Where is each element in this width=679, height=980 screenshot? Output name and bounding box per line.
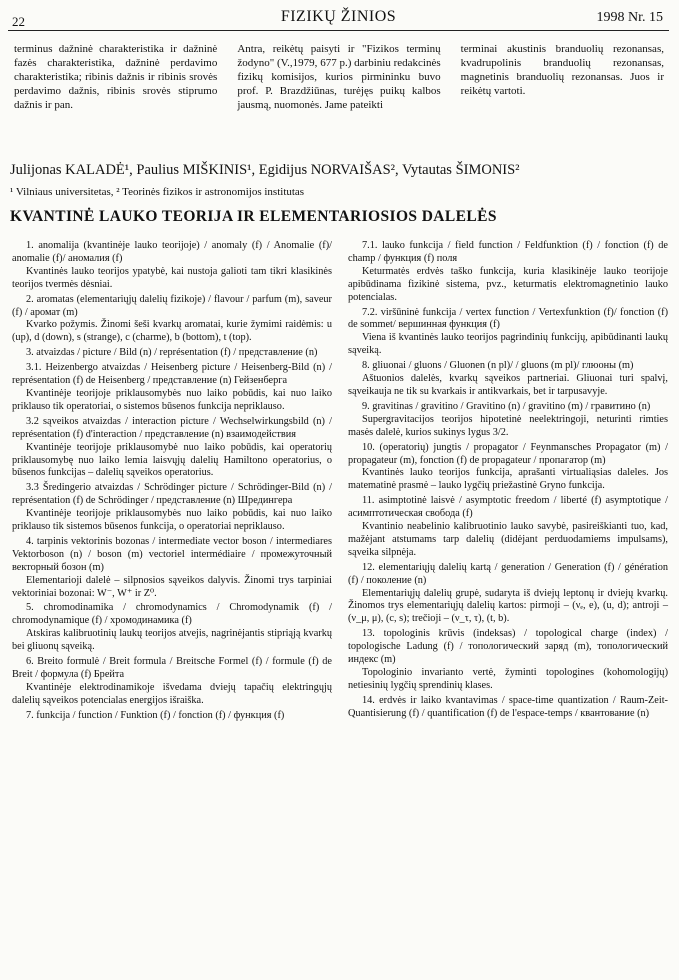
entry-definition: Keturmatės erdvės taško funkcija, kuria klasikinėje lauko teorijoje apibūdinama fizikinė sistema, pvz., keturmatis elektromagnetinio lauko potencialas. — [348, 265, 668, 303]
entry-term-line: 7.2. viršūninė funkcija / vertex function / Vertexfunktion (f)/ fonction (f) de sommet/ вершинная функция (f) — [348, 306, 668, 331]
entry-term-line: 11. asimptotinė laisvė / asymptotic freedom / liberté (f) asymptotique / асимптотическая свобода (f) — [348, 495, 668, 520]
glossary-entry — [12, 536, 332, 601]
entry-term-line: 10. (operatorių) jungtis / propagator / Feynmansches Propagator (m) / propagateur (m), fonction (f) de propagateur / пропагатор (m) — [348, 441, 668, 466]
entry-definition: Kvantinėje teorijoje priklausomybės nuo laiko pobūdis, kai nuo laiko priklauso tik operatoriai, o sistemos būsenos funkcija nepriklauso. — [12, 387, 332, 412]
glossary-entry — [348, 401, 668, 440]
entry-definition: Kvarko požymis. Žinomi šeši kvarkų aromatai, kurie žymimi raidėmis: u (up), d (down), s (strange), c (charme), b (bottom), t (top). — [12, 319, 332, 344]
entry-definition: Kvantinėje teorijoje priklausomybės nuo laiko pobūdis, kai nuo laiko priklauso tik sistemos būsenos funkcija, o operatoriai nepriklauso. — [12, 508, 332, 533]
entry-term-line: 9. gravitinas / gravitino / Gravitino (n) / gravitino (m) / гравитино (n) — [362, 400, 651, 412]
glossary-body — [12, 240, 668, 976]
previous-article-end — [14, 42, 664, 154]
entry-term-line: 2. aromatas (elementariųjų dalelių fizikoje) / flavour / parfum (m), saveur (f) / аромат (m) — [12, 293, 332, 318]
entry-definition: Kvantinėje teorijoje priklausomybė nuo laiko pobūdis, kai operatorių priklausomybę nuo laiko lemia laisvųjų dalelių Hamiltono operatorius, o būsenos funkcijas – dalelių sąveikos operatorius. — [12, 441, 332, 479]
glossary-entry — [348, 360, 668, 399]
entry-term-line: 3.2 sąveikos atvaizdas / interaction picture / Wechselwirkungsbild (n) / représentation (f) d'interaction / представление (n) взаимодействия — [12, 415, 332, 440]
entry-definition: Atskiras kalibruotinių laukų teorijos atvejis, nagrinėjantis stipriąją kvarkų bei gliuonų sąveiką. — [12, 628, 332, 653]
entry-term-line: 13. topologinis krūvis (indeksas) / topological charge (index) / topologische Ladung (f) / топологический заряд (m), топологический индекс (m) — [348, 628, 668, 666]
entry-definition: Elementarioji dalelė – silpnosios sąveikos dalyvis. Žinomi trys tarpiniai vektoriniai bozonai: W⁻, W⁺ ir Z⁰. — [12, 574, 332, 599]
glossary-entry — [348, 495, 668, 560]
glossary-entry — [348, 240, 668, 305]
entry-term-line: 7. funkcija / function / Funktion (f) / fonction (f) / функция (f) — [26, 709, 285, 721]
glossary-entry — [12, 347, 332, 360]
entry-definition: Elementariųjų dalelių grupė, sudaryta iš dviejų leptonų ir dviejų kvarkų. Žinomos trys elementariųjų dalelių kartos: pirmoji – (νₑ, e), (u, d); antroji – (ν_μ, μ), (c, s); trečioji – (ν_τ, τ), (t, b). — [348, 587, 668, 625]
glossary-column-right — [348, 240, 668, 976]
top-column-3: terminai akustinis branduolių rezonansas, kvadrupolinis branduolių rezonansas, magnetinis branduolių rezonansas. Juos ir reikėtų vartoti. — [460, 43, 664, 97]
glossary-entry — [12, 602, 332, 654]
entry-definition: Supergravitacijos teorijos hipotetinė neelektringoji, neturinti rimties masės dalelė, kurios sukinys lygus 3/2. — [348, 413, 668, 438]
entry-definition: Kvantinio neabelinio kalibruotinio lauko savybė, pasireiškianti tuo, kad, mažėjant atstumams tarp dalelių (didėjant perduodamiems impulsams), sąveika silpnėja. — [348, 521, 668, 558]
entry-definition: Aštuonios dalelės, kvarkų sąveikos partneriai. Gliuonai turi spalvį, sąveikauja ne tik su kvarkais ir antikvarkais, bet ir tarpusavyje. — [348, 373, 668, 397]
page-number: 22 — [12, 14, 25, 29]
glossary-entry — [12, 710, 332, 723]
glossary-entry — [348, 695, 668, 721]
issue-number: 1998 Nr. 15 — [596, 10, 663, 25]
entry-term-line: 5. chromodinamika / chromodynamics / Chromodynamik (f) / chromodynamique (f) / хромодинамика (f) — [12, 602, 332, 627]
entry-definition: Kvantinės lauko teorijos ypatybė, kai nustoja galioti tam tikri klasikinės teorijos tvermės dėsniai. — [12, 265, 332, 290]
glossary-column-left — [12, 240, 332, 976]
entry-definition: Topologinio invarianto vertė, žyminti topologines (kohomologijų) netiesinių lygčių sprendinių klases. — [348, 667, 668, 691]
entry-definition: Viena iš kvantinės lauko teorijos pagrindinių funkcijų, apibūdinanti laukų sąveiką. — [348, 332, 668, 357]
glossary-entry — [348, 442, 668, 494]
top-column-1: terminus dažninė charakteristika ir dažninė fazės charakteristika, dažninė perdavimo charakteristika; ribinis dažnis ir ribinis srovės perdavimo dažnis, ribinis srovės stiprumo dažnis ir pan. — [14, 43, 218, 111]
glossary-entry — [348, 628, 668, 693]
affiliations: ¹ Vilniaus universitetas, ² Teorinės fizikos ir astronomijos institutas — [10, 186, 305, 198]
article-title: KVANTINĖ LAUKO TEORIJA IR ELEMENTARIOSIOS DALELĖS — [10, 208, 497, 225]
entry-term-line: 1. anomalija (kvantinėje lauko teorijoje) / anomaly (f) / Anomalie (f)/ anomalie (f)/ аномалия (f) — [12, 240, 332, 264]
glossary-entry — [348, 307, 668, 359]
glossary-entry — [12, 294, 332, 346]
entry-definition: Kvantinės lauko teorijos funkcija, aprašanti virtualiąsias daleles. Jos matematinė prasmė – lauko lygčių priežastinė Gryno funkcija. — [348, 467, 668, 492]
glossary-entry — [12, 362, 332, 414]
entry-term-line: 14. erdvės ir laiko kvantavimas / space-time quantization / Raum-Zeit-Quantisierung (f) / quantification (f) de l'espace-temps / квантование (n) — [348, 694, 668, 719]
entry-term-line: 7.1. lauko funkcija / field function / Feldfunktion (f) / fonction (f) de champ / функция (f) поля — [348, 240, 668, 264]
entry-term-line: 3.3 Šredingerio atvaizdas / Schrödinger picture / Schrödinger-Bild (n) / représentation (f) de Schrödinger / представление (n) Шредингера — [12, 482, 332, 507]
page-header — [8, 4, 669, 31]
entry-term-line: 6. Breito formulė / Breit formula / Breitsche Formel (f) / formule (f) de Breit / формула (f) Брейта — [12, 656, 332, 680]
journal-title: FIZIKŲ ŽINIOS — [280, 8, 397, 25]
glossary-entry — [12, 240, 332, 292]
entry-term-line: 3.1. Heizenbergo atvaizdas / Heisenberg picture / Heisenberg-Bild (n) / représentation (f) de Heisenberg / представление (n) Гейзенберга — [12, 362, 332, 387]
glossary-entry — [348, 562, 668, 627]
top-column-2: Antra, reikėtų paisyti ir "Fizikos terminų žodyno" (V.,1979, 677 p.) darbiniu redakcinės fizikų komisijos, kurios pirmininku buvo prof. P. Brazdžiūnas, turėjęs puikų kalbos jausmą, nuomonės. Jame pateikti — [237, 43, 441, 111]
glossary-entry — [12, 416, 332, 481]
glossary-entry — [12, 656, 332, 708]
entry-term-line: 12. elementariųjų dalelių kartą / generation / Generation (f) / génération (f) / поколение (n) — [348, 561, 668, 586]
authors: Julijonas KALADĖ¹, Paulius MIŠKINIS¹, Egidijus NORVAIŠAS², Vytautas ŠIMONIS² — [10, 162, 520, 178]
entry-term-line: 8. gliuonai / gluons / Gluonen (n pl)/ / gluons (m pl)/ глюоны (m) — [362, 360, 634, 372]
glossary-entry — [12, 482, 332, 534]
entry-term-line: 3. atvaizdas / picture / Bild (n) / représentation (f) / представление (n) — [26, 347, 318, 359]
entry-definition: Kvantinėje elektrodinamikoje išvedama dviejų tapačių elektringųjų dalelių sąveikos potencialas energijos išraiška. — [12, 681, 332, 706]
entry-term-line: 4. tarpinis vektorinis bozonas / intermediate vector boson / intermediares Vektorboson (n) / boson (m) vectoriel intermédiaire / промежуточный векторный бозон (m) — [12, 535, 332, 573]
